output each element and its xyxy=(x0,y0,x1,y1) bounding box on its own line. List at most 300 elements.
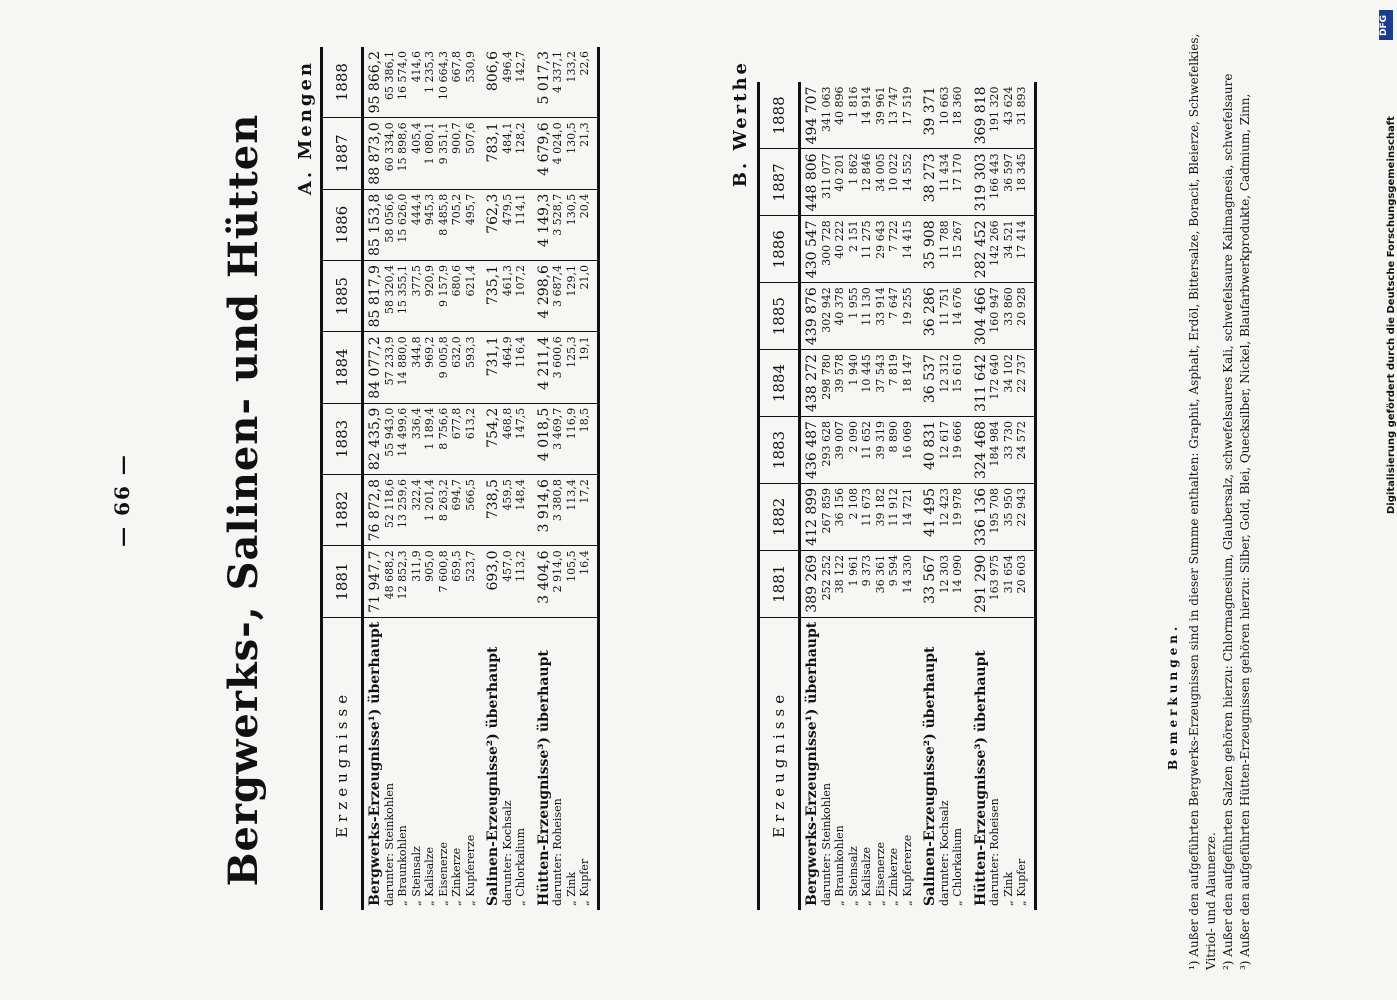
row-label: Bergwerks-Erzeugnisse¹) überhaupt xyxy=(804,621,820,906)
table-cell: 14 090 xyxy=(951,550,970,617)
table-cell: 113,2 xyxy=(514,546,533,617)
table-cell: 35 908 xyxy=(919,216,938,283)
table-cell: 705,2 xyxy=(450,189,464,260)
table-cell: 632,0 xyxy=(450,332,464,403)
table-cell: 31 654 xyxy=(1002,550,1016,617)
table-cell: 783,1 xyxy=(482,118,501,189)
table-row xyxy=(988,83,1002,911)
table-cell: 11 788 xyxy=(938,216,952,283)
table-cell: 762,3 xyxy=(482,189,501,260)
table-row xyxy=(423,47,437,910)
table-cell: 267 859 xyxy=(820,483,834,550)
table-cell: 148,4 xyxy=(514,475,533,546)
table-cell: 14 721 xyxy=(901,483,920,550)
row-label: „ Chlorkalium xyxy=(514,828,527,906)
table-cell: 133,2 xyxy=(565,47,579,118)
table-row xyxy=(951,83,970,911)
table-cell: 341 063 xyxy=(820,83,834,149)
table-cell: 593,3 xyxy=(464,332,483,403)
note-3: ³) Außer den aufgeführten Hütten-Erzeugnissen gehören hierzu: Silber, Gold, Blei, Quecksilber, Nickel, Blaufarbwerkprodukte, Cadmium, Zinn, xyxy=(1238,93,1252,970)
table-cell: 969,2 xyxy=(423,332,437,403)
col-header-year: 1886 xyxy=(322,189,363,260)
table-cell: 33 914 xyxy=(874,283,888,350)
table-cell: 160 947 xyxy=(988,283,1002,350)
row-label: Bergwerks-Erzeugnisse¹) überhaupt xyxy=(367,621,383,906)
table-cell: 128,2 xyxy=(514,118,533,189)
table-cell: 15 355,1 xyxy=(396,261,410,332)
table-cell: 41 495 xyxy=(919,483,938,550)
table-cell: 459,5 xyxy=(501,475,515,546)
table-cell: 172 640 xyxy=(988,350,1002,417)
table-cell: 39 371 xyxy=(919,83,938,149)
col-header-year: 1888 xyxy=(759,83,800,149)
table-cell: 530,9 xyxy=(464,47,483,118)
table-cell: 11 434 xyxy=(938,149,952,216)
table-cell: 84 077,2 xyxy=(363,332,383,403)
table-cell: 11 275 xyxy=(860,216,874,283)
table-row xyxy=(1002,83,1016,911)
table-cell: 12 852,3 xyxy=(396,546,410,617)
table-cell: 945,3 xyxy=(423,189,437,260)
table-cell: 52 118,6 xyxy=(383,475,397,546)
table-row xyxy=(514,47,533,910)
table-cell: 36 156 xyxy=(833,483,847,550)
row-label: „ Kalisalze xyxy=(423,846,436,906)
table-row xyxy=(482,47,501,910)
table-cell: 293 628 xyxy=(820,417,834,484)
row-label: „ Zinkerze xyxy=(450,847,463,906)
table-cell: 693,0 xyxy=(482,546,501,617)
table-cell: 496,4 xyxy=(501,47,515,118)
table-cell: 21,0 xyxy=(578,261,598,332)
row-label: „ Eisenerze xyxy=(436,841,450,906)
table-cell: 9 005,8 xyxy=(437,332,451,403)
table-cell: 34 102 xyxy=(1002,350,1016,417)
table-cell: 39 961 xyxy=(874,83,888,149)
table-cell: 1 201,4 xyxy=(423,475,437,546)
table-cell: 282 452 xyxy=(970,216,989,283)
table-cell: 15 898,6 xyxy=(396,118,410,189)
table-cell: 12 303 xyxy=(938,550,952,617)
table-cell: 4 149,3 xyxy=(533,189,552,260)
table-cell: 468,8 xyxy=(501,403,515,474)
col-header-year: 1882 xyxy=(759,483,800,550)
table-cell: 322,4 xyxy=(410,475,424,546)
row-label: darunter: Steinkohlen xyxy=(382,783,396,906)
table-cell: 195 708 xyxy=(988,483,1002,550)
table-row xyxy=(833,83,847,911)
col-header-erzeugnisse: Erzeugnisse xyxy=(759,617,800,910)
table-cell: 129,1 xyxy=(565,261,579,332)
table-cell: 1 862 xyxy=(847,149,861,216)
table-cell: 7 600,8 xyxy=(437,546,451,617)
table-cell: 735,1 xyxy=(482,261,501,332)
table-cell: 85 153,8 xyxy=(363,189,383,260)
table-cell: 95 866,2 xyxy=(363,47,383,118)
row-label: darunter: Roheisen xyxy=(551,798,564,906)
table-cell: 389 269 xyxy=(800,550,820,617)
table-cell: 20,4 xyxy=(578,189,598,260)
table-cell: 12 423 xyxy=(938,483,952,550)
table-cell: 4 024,0 xyxy=(551,118,565,189)
table-cell: 24 572 xyxy=(1015,417,1035,484)
col-header-year: 1885 xyxy=(322,261,363,332)
table-cell: 8 890 xyxy=(887,417,901,484)
table-cell: 905,0 xyxy=(423,546,437,617)
table-cell: 754,2 xyxy=(482,403,501,474)
table-cell: 613,2 xyxy=(464,403,483,474)
table-row xyxy=(847,83,861,911)
col-header-year: 1887 xyxy=(759,149,800,216)
table-cell: 2 914,0 xyxy=(551,546,565,617)
col-header-year: 1887 xyxy=(322,118,363,189)
row-label: darunter: Steinkohlen xyxy=(819,783,833,906)
table-cell: 33 567 xyxy=(919,550,938,617)
table-cell: 60 334,0 xyxy=(383,118,397,189)
table-cell: 107,2 xyxy=(514,261,533,332)
table-row xyxy=(820,83,834,911)
table-cell: 130,5 xyxy=(565,189,579,260)
table-cell: 3 600,6 xyxy=(551,332,565,403)
table-cell: 344,8 xyxy=(410,332,424,403)
table-cell: 22,6 xyxy=(578,47,598,118)
col-header-year: 1886 xyxy=(759,216,800,283)
table-cell: 9 594 xyxy=(887,550,901,617)
table-cell: 21,3 xyxy=(578,118,598,189)
table-header-row xyxy=(322,47,363,910)
table-cell: 2 090 xyxy=(847,417,861,484)
row-label: darunter: Kochsalz xyxy=(937,800,951,906)
table-row xyxy=(1015,83,1035,911)
table-cell: 34 521 xyxy=(1002,216,1016,283)
table-cell: 1 816 xyxy=(847,83,861,149)
table-row xyxy=(970,83,989,911)
table-cell: 18 345 xyxy=(1015,149,1035,216)
table-cell: 142 266 xyxy=(988,216,1002,283)
table-cell: 479,5 xyxy=(501,189,515,260)
table-cell: 464,9 xyxy=(501,332,515,403)
table-cell: 20 928 xyxy=(1015,283,1035,350)
page-title: Bergwerks-, Salinen- und Hütten xyxy=(220,113,267,887)
row-label: „ Kupfer xyxy=(578,617,598,910)
table-cell: 1 955 xyxy=(847,283,861,350)
table-cell: 324 468 xyxy=(970,417,989,484)
row-label: darunter: Kochsalz xyxy=(500,800,514,906)
row-label: Hütten-Erzeugnisse³) überhaupt xyxy=(972,650,989,906)
table-cell: 405,4 xyxy=(410,118,424,189)
table-cell: 18 147 xyxy=(901,350,920,417)
row-label: „ Braunkohlen xyxy=(396,825,409,906)
section-heading-werthe: B. Werthe xyxy=(730,60,751,188)
table-cell: 12 617 xyxy=(938,417,952,484)
table-cell: 17 519 xyxy=(901,83,920,149)
table-cell: 336 136 xyxy=(970,483,989,550)
table-row xyxy=(578,47,598,910)
table-cell: 14 880,0 xyxy=(396,332,410,403)
table-cell: 36 597 xyxy=(1002,149,1016,216)
table-cell: 7 722 xyxy=(887,216,901,283)
table-werthe xyxy=(757,83,1037,911)
table-cell: 85 817,9 xyxy=(363,261,383,332)
table-cell: 9 351,1 xyxy=(437,118,451,189)
table-cell: 35 950 xyxy=(1002,483,1016,550)
table-row xyxy=(860,83,874,911)
table-cell: 43 624 xyxy=(1002,83,1016,149)
table-cell: 114,1 xyxy=(514,189,533,260)
table-row xyxy=(437,47,451,910)
table-row xyxy=(396,47,410,910)
table-cell: 39 319 xyxy=(874,417,888,484)
table-cell: 3 404,6 xyxy=(533,546,552,617)
row-label: „ Steinsalz xyxy=(846,846,860,906)
table-cell: 57 233,9 xyxy=(383,332,397,403)
row-label: Salinen-Erzeugnisse²) überhaupt xyxy=(485,646,501,906)
table-cell: 88 873,0 xyxy=(363,118,383,189)
table-cell: 412 899 xyxy=(800,483,820,550)
table-cell: 1 940 xyxy=(847,350,861,417)
table-cell: 3 687,4 xyxy=(551,261,565,332)
table-cell: 15 267 xyxy=(951,216,970,283)
table-cell: 71 947,7 xyxy=(363,546,383,617)
table-cell: 4 211,4 xyxy=(533,332,552,403)
table-cell: 17 414 xyxy=(1015,216,1035,283)
table-cell: 40 201 xyxy=(833,149,847,216)
table-cell: 11 673 xyxy=(860,483,874,550)
col-header-year: 1885 xyxy=(759,283,800,350)
table-cell: 40 896 xyxy=(833,83,847,149)
table-cell: 2 108 xyxy=(847,483,861,550)
table-cell: 58 056,6 xyxy=(383,189,397,260)
col-header-year: 1883 xyxy=(322,403,363,474)
table-cell: 484,1 xyxy=(501,118,515,189)
row-label: Salinen-Erzeugnisse²) überhaupt xyxy=(922,646,938,906)
table-cell: 22 737 xyxy=(1015,350,1035,417)
table-cell: 14 914 xyxy=(860,83,874,149)
table-cell: 448 806 xyxy=(800,149,820,216)
table-cell: 12 846 xyxy=(860,149,874,216)
table-cell: 444,4 xyxy=(410,189,424,260)
table-cell: 1 961 xyxy=(847,550,861,617)
table-mengen xyxy=(320,47,600,910)
row-label: „ Kupfer xyxy=(1015,617,1035,910)
table-cell: 39 007 xyxy=(833,417,847,484)
table-body-mengen xyxy=(363,47,599,910)
table-cell: 36 537 xyxy=(919,350,938,417)
table-cell: 14 499,6 xyxy=(396,403,410,474)
table-cell: 11 130 xyxy=(860,283,874,350)
table-cell: 184 984 xyxy=(988,417,1002,484)
table-cell: 3 380,8 xyxy=(551,475,565,546)
table-row xyxy=(533,47,552,910)
table-cell: 731,1 xyxy=(482,332,501,403)
table-cell: 163 975 xyxy=(988,550,1002,617)
table-cell: 113,4 xyxy=(565,475,579,546)
table-cell: 15 626,0 xyxy=(396,189,410,260)
table-cell: 8 756,6 xyxy=(437,403,451,474)
table-cell: 13 259,6 xyxy=(396,475,410,546)
table-cell: 9 157,9 xyxy=(437,261,451,332)
col-header-year: 1884 xyxy=(322,332,363,403)
table-cell: 566,5 xyxy=(464,475,483,546)
table-cell: 4 298,6 xyxy=(533,261,552,332)
col-header-year: 1881 xyxy=(759,550,800,617)
row-label: „ Steinsalz xyxy=(409,846,423,906)
col-header-erzeugnisse: Erzeugnisse xyxy=(322,617,363,910)
table-cell: 15 610 xyxy=(951,350,970,417)
table-cell: 11 652 xyxy=(860,417,874,484)
table-cell: 3 469,7 xyxy=(551,403,565,474)
row-label: „ Braunkohlen xyxy=(833,825,846,906)
table-cell: 11 751 xyxy=(938,283,952,350)
table-cell: 7 819 xyxy=(887,350,901,417)
row-label: darunter: Roheisen xyxy=(988,798,1001,906)
table-cell: 19 666 xyxy=(951,417,970,484)
table-cell: 116,9 xyxy=(565,403,579,474)
table-cell: 191 320 xyxy=(988,83,1002,149)
table-cell: 694,7 xyxy=(450,475,464,546)
table-cell: 10 663 xyxy=(938,83,952,149)
table-cell: 319 303 xyxy=(970,149,989,216)
table-cell: 29 643 xyxy=(874,216,888,283)
table-cell: 680,6 xyxy=(450,261,464,332)
notes-block xyxy=(1165,30,1254,970)
table-cell: 33 730 xyxy=(1002,417,1016,484)
col-header-year: 1883 xyxy=(759,417,800,484)
table-cell: 38 273 xyxy=(919,149,938,216)
table-cell: 436 487 xyxy=(800,417,820,484)
table-cell: 252 252 xyxy=(820,550,834,617)
dfg-watermark xyxy=(1379,10,1395,990)
note-2: ²) Außer den aufgeführten Salzen gehören hierzu: Chlormagnesium, Glaubersalz, schwefelsaures Kali, schwefelsaure Kalimagnesia, schwefelsaure xyxy=(1221,73,1235,970)
table-cell: 16 574,0 xyxy=(396,47,410,118)
table-cell: 36 361 xyxy=(874,550,888,617)
table-cell: 19 978 xyxy=(951,483,970,550)
table-cell: 302 942 xyxy=(820,283,834,350)
row-label: „ Eisenerze xyxy=(873,841,887,906)
table-cell: 900,7 xyxy=(450,118,464,189)
table-header-row xyxy=(759,83,800,911)
table-cell: 507,6 xyxy=(464,118,483,189)
col-header-year: 1881 xyxy=(322,546,363,617)
table-cell: 738,5 xyxy=(482,475,501,546)
table-cell: 806,6 xyxy=(482,47,501,118)
table-cell: 304 466 xyxy=(970,283,989,350)
table-cell: 4 018,5 xyxy=(533,403,552,474)
note-1: ¹) Außer den aufgeführten Bergwerks-Erzeugnissen sind in dieser Summe enthalten: Graphit, Asphalt, Erdöl, Bittersalze, Boracit, Bleierze, Schwefelkies, Vitriol- und Alaunerze. xyxy=(1187,33,1218,970)
table-row xyxy=(874,83,888,911)
table-row xyxy=(551,47,565,910)
col-header-year: 1888 xyxy=(322,47,363,118)
table-cell: 659,5 xyxy=(450,546,464,617)
table-cell: 19 255 xyxy=(901,283,920,350)
table-cell: 34 005 xyxy=(874,149,888,216)
table-cell: 5 017,3 xyxy=(533,47,552,118)
table-cell: 38 122 xyxy=(833,550,847,617)
table-cell: 494 707 xyxy=(800,83,820,149)
table-cell: 461,3 xyxy=(501,261,515,332)
row-label: „ Kupfererze xyxy=(463,834,477,906)
table-row xyxy=(901,83,920,911)
table-cell: 105,5 xyxy=(565,546,579,617)
table-cell: 1 189,4 xyxy=(423,403,437,474)
table-cell: 14 415 xyxy=(901,216,920,283)
table-cell: 311 642 xyxy=(970,350,989,417)
col-header-year: 1882 xyxy=(322,475,363,546)
table-cell: 55 943,0 xyxy=(383,403,397,474)
table-cell: 8 263,2 xyxy=(437,475,451,546)
table-cell: 439 876 xyxy=(800,283,820,350)
table-cell: 39 578 xyxy=(833,350,847,417)
table-cell: 18 360 xyxy=(951,83,970,149)
table-cell: 377,5 xyxy=(410,261,424,332)
table-cell: 16,4 xyxy=(578,546,598,617)
table-cell: 920,9 xyxy=(423,261,437,332)
table-cell: 7 647 xyxy=(887,283,901,350)
table-cell: 125,3 xyxy=(565,332,579,403)
table-cell: 31 893 xyxy=(1015,83,1035,149)
row-label: „ Kalisalze xyxy=(860,846,873,906)
table-row xyxy=(464,47,483,910)
table-cell: 438 272 xyxy=(800,350,820,417)
table-cell: 19,1 xyxy=(578,332,598,403)
table-cell: 17 170 xyxy=(951,149,970,216)
table-cell: 4 337,1 xyxy=(551,47,565,118)
table-cell: 22 943 xyxy=(1015,483,1035,550)
row-label: „ Zinkerze xyxy=(887,847,900,906)
table-cell: 37 543 xyxy=(874,350,888,417)
table-cell: 17,2 xyxy=(578,475,598,546)
row-label: „ Zink xyxy=(564,871,578,906)
table-cell: 16 069 xyxy=(901,417,920,484)
table-row xyxy=(450,47,464,910)
table-cell: 142,7 xyxy=(514,47,533,118)
table-cell: 10 664,3 xyxy=(437,47,451,118)
table-cell: 1 235,3 xyxy=(423,47,437,118)
table-cell: 336,4 xyxy=(410,403,424,474)
table-row xyxy=(919,83,938,911)
table-cell: 677,8 xyxy=(450,403,464,474)
table-cell: 40 378 xyxy=(833,283,847,350)
table-cell: 147,5 xyxy=(514,403,533,474)
table-cell: 39 182 xyxy=(874,483,888,550)
table-cell: 667,8 xyxy=(450,47,464,118)
table-row xyxy=(383,47,397,910)
table-cell: 48 688,2 xyxy=(383,546,397,617)
table-cell: 13 747 xyxy=(887,83,901,149)
table-cell: 58 320,4 xyxy=(383,261,397,332)
table-cell: 40 831 xyxy=(919,417,938,484)
table-cell: 14 676 xyxy=(951,283,970,350)
table-row xyxy=(887,83,901,911)
table-cell: 369 818 xyxy=(970,83,989,149)
row-label: „ Chlorkalium xyxy=(951,828,964,906)
table-cell: 4 679,6 xyxy=(533,118,552,189)
table-row xyxy=(938,83,952,911)
table-cell: 298 780 xyxy=(820,350,834,417)
table-cell: 14 552 xyxy=(901,149,920,216)
table-cell: 3 528,7 xyxy=(551,189,565,260)
table-cell: 10 022 xyxy=(887,149,901,216)
table-cell: 166 443 xyxy=(988,149,1002,216)
table-row xyxy=(800,83,820,911)
table-cell: 82 435,9 xyxy=(363,403,383,474)
table-cell: 8 485,8 xyxy=(437,189,451,260)
table-cell: 430 547 xyxy=(800,216,820,283)
table-cell: 311 077 xyxy=(820,149,834,216)
table-row xyxy=(363,47,383,910)
table-cell: 14 330 xyxy=(901,550,920,617)
notes-heading: Bemerkungen. xyxy=(1166,622,1180,770)
